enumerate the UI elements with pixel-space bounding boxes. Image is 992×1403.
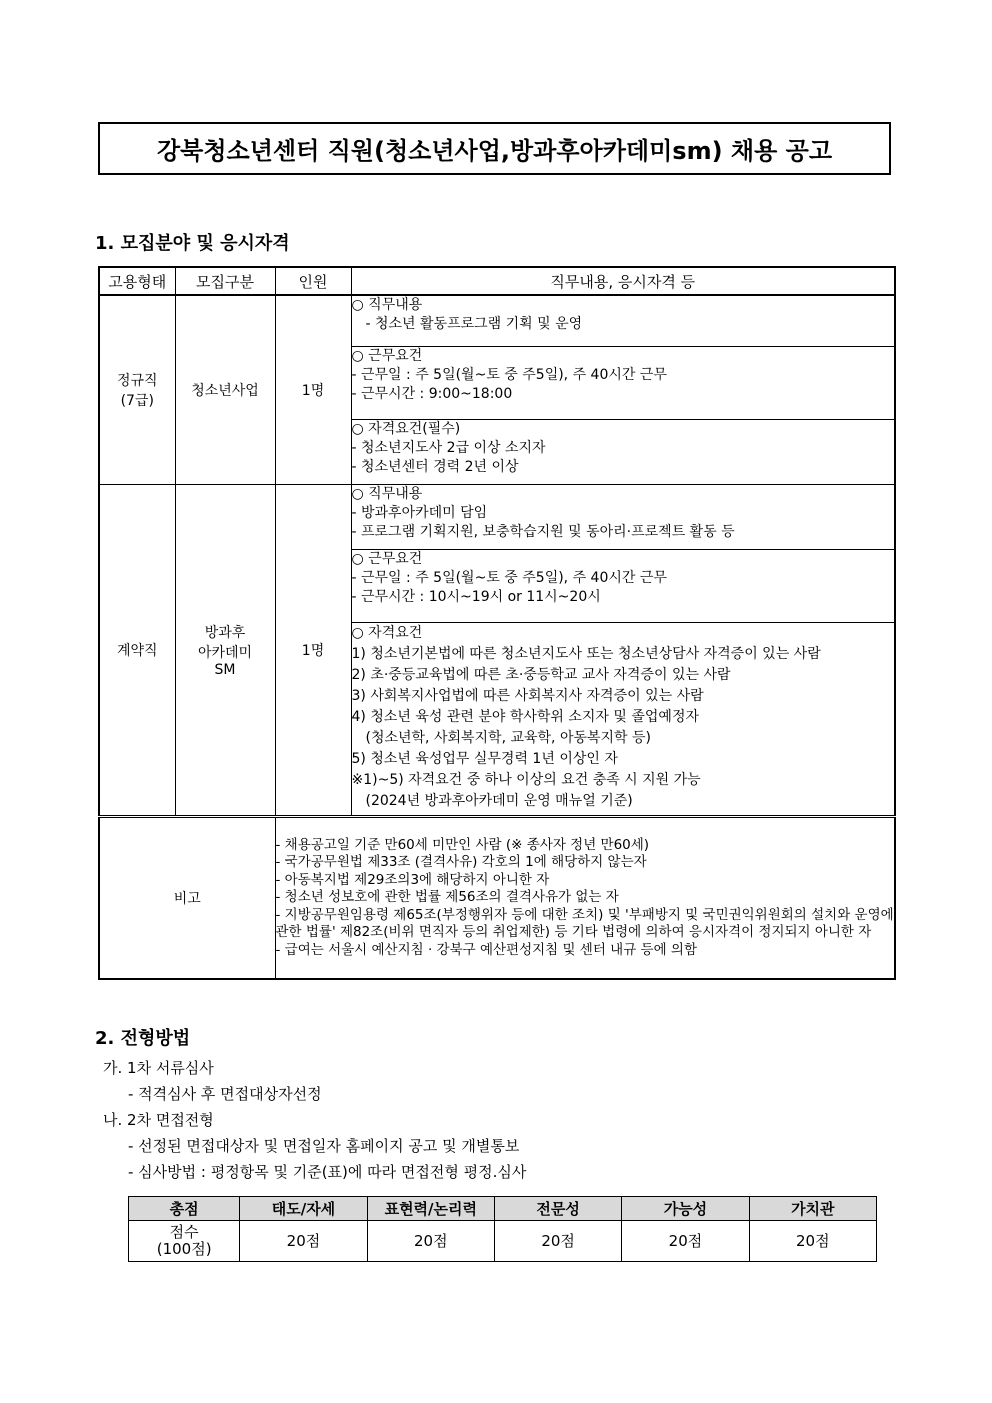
row1-qual: ○ 자격요건(필수) - 청소년지도사 2급 이상 소지자 - 청소년센터 경력 2년 이상	[351, 419, 895, 484]
note-label: 비고	[99, 816, 275, 979]
row2-work: ○ 근무요건 - 근무일 : 주 5일(월~토 중 주5일), 주 40시간 근무 - 근무시간 : 10시~19시 or 11시~20시	[351, 549, 895, 622]
row1-category: 청소년사업	[175, 295, 275, 484]
page-title: 강북청소년센터 직원(청소년사업,방과후아카데미sm) 채용 공고	[98, 122, 891, 175]
score-header-potential: 가능성	[622, 1197, 749, 1221]
section1-heading: 1. 모집분야 및 응시자격	[95, 233, 290, 254]
step2-title: 나. 2차 면접전형	[103, 1111, 214, 1129]
step2-detail2: - 심사방법 : 평정항목 및 기준(표)에 따라 면접전형 평정.심사	[128, 1163, 527, 1181]
row2-type: 계약직	[99, 484, 175, 816]
recruitment-table	[98, 266, 896, 980]
row2-category: 방과후 아카데미 SM	[175, 484, 275, 816]
score-header-expression: 표현력/논리력	[367, 1197, 494, 1221]
note-content: - 채용공고일 기준 만60세 미만인 사람 (※ 종사자 정년 만60세) - 국가공무원법 제33조 (결격사유) 각호의 1에 해당하지 않는자 - 아동복지법 제29조의3에 해당하지 아니한 자 - 청소년 성보호에 관한 법률 제56조의 결격사유가 없는 자 - 지방공무원임용령 제65조(부정행위자 등에 대한 조치) 및 '부패방지 및 국민권익위원회의 설치와 운영에 관한 법률' 제82조(비위 면직자 등의 취업제한) 등 기타 법령에 의하여 응시자격이 정지되지 아니한 자 - 급여는 서울시 예산지침 · 강북구 예산편성지침 및 센터 내규 등에 의함	[275, 816, 895, 979]
header-employment-type: 고용형태	[99, 267, 175, 295]
note-row	[99, 816, 895, 979]
score-table	[128, 1196, 877, 1262]
score-header-attitude: 태도/자세	[240, 1197, 367, 1221]
score-values: 20점	[749, 1221, 876, 1262]
selection-process	[103, 1055, 526, 1185]
score-expertise: 20점	[494, 1221, 621, 1262]
score-attitude: 20점	[240, 1221, 367, 1262]
row1-work: ○ 근무요건 - 근무일 : 주 5일(월~토 중 주5일), 주 40시간 근무 - 근무시간 : 9:00~18:00	[351, 346, 895, 419]
score-total: 점수 (100점)	[129, 1221, 240, 1262]
row2-duty: ○ 직무내용 - 방과후아카데미 담임 - 프로그램 기획지원, 보충학습지원 및 동아리·프로젝트 활동 등	[351, 484, 895, 549]
score-potential: 20점	[622, 1221, 749, 1262]
score-header-total: 총점	[129, 1197, 240, 1221]
step1-title: 가. 1차 서류심사	[103, 1059, 214, 1077]
table-row	[99, 295, 895, 346]
row1-duty: ○ 직무내용 - 청소년 활동프로그램 기획 및 운영	[351, 295, 895, 346]
header-category: 모집구분	[175, 267, 275, 295]
header-duty: 직무내용, 응시자격 등	[351, 267, 895, 295]
score-header-values: 가치관	[749, 1197, 876, 1221]
score-value-row	[129, 1221, 877, 1262]
row2-count: 1명	[275, 484, 351, 816]
score-expression: 20점	[367, 1221, 494, 1262]
table-row	[99, 484, 895, 549]
table-header-row	[99, 267, 895, 295]
row1-count: 1명	[275, 295, 351, 484]
header-count: 인원	[275, 267, 351, 295]
score-header-expertise: 전문성	[494, 1197, 621, 1221]
section2-heading: 2. 전형방법	[95, 1028, 191, 1049]
score-header-row	[129, 1197, 877, 1221]
row1-type: 정규직 (7급)	[99, 295, 175, 484]
row2-qual: ○ 자격요건 1) 청소년기본법에 따른 청소년지도사 또는 청소년상담사 자격증이 있는 사람 2) 초·중등교육법에 따른 초·중등학교 교사 자격증이 있는 사람 3) 사회복지사업법에 따른 사회복지사 자격증이 있는 사람 4) 청소년 육성 관련 분야 학사학위 소지자 및 졸업예정자 (청소년학, 사회복지학, 교육학, 아동복지학 등) 5) 청소년 육성업무 실무경력 1년 이상인 자 ※1)~5) 자격요건 중 하나 이상의 요건 충족 시 지원 가능 (2024년 방과후아카데미 운영 매뉴얼 기준)	[351, 622, 895, 816]
step1-detail: - 적격심사 후 면접대상자선정	[128, 1085, 322, 1103]
step2-detail1: - 선정된 면접대상자 및 면접일자 홈페이지 공고 및 개별통보	[128, 1137, 520, 1155]
